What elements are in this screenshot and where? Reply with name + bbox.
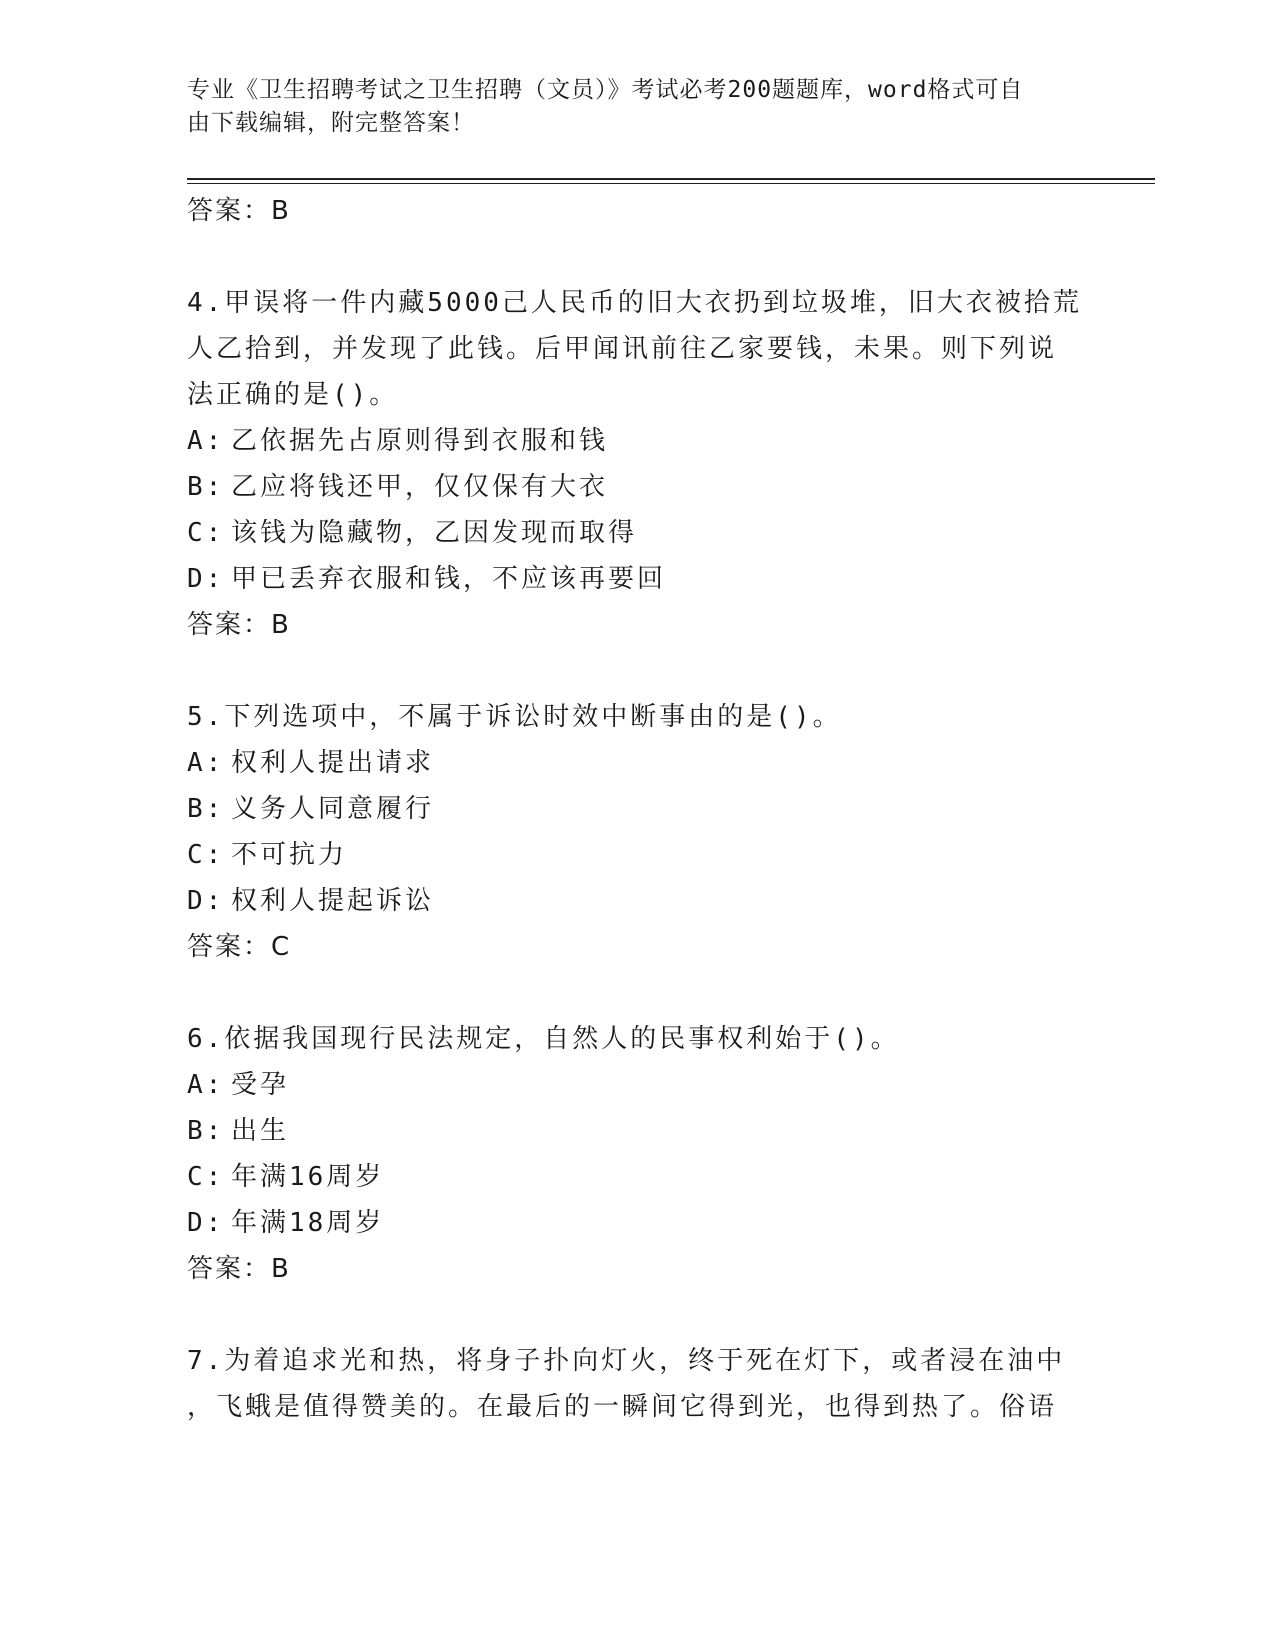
- question-stem-line: 5.下列选项中，不属于诉讼时效中断事由的是()。: [187, 702, 842, 732]
- header-rule-thin: [187, 183, 1155, 184]
- question-4: [187, 280, 1087, 648]
- question-stem-line: 4.甲误将一件内藏5000己人民币的旧大衣扔到垃圾堆，旧大衣被拾荒: [187, 288, 1082, 318]
- option-d: [187, 556, 1087, 602]
- question-stem-line: 6.依据我国现行民法规定，自然人的民事权利始于()。: [187, 1024, 900, 1054]
- answer-line: 答案：B: [187, 610, 291, 640]
- option-c: [187, 1154, 1087, 1200]
- question-stem-line: 法正确的是()。: [187, 380, 399, 410]
- question-stem-line: 人乙拾到，并发现了此钱。后甲闻讯前往乙家要钱，未果。则下列说: [187, 334, 1058, 364]
- spacer: [187, 234, 1087, 280]
- spacer: [187, 970, 1087, 1016]
- option-text: 年满18周岁: [231, 1208, 385, 1238]
- option-c: [187, 832, 1087, 878]
- option-key: D:: [187, 886, 225, 916]
- option-text: 年满16周岁: [231, 1162, 385, 1192]
- option-d: [187, 878, 1087, 924]
- option-text: 权利人提出请求: [231, 748, 435, 778]
- option-text: 受孕: [231, 1070, 290, 1100]
- option-text: 甲已丢弃衣服和钱，不应该再要回: [231, 564, 667, 594]
- header-line-2: 由下载编辑，附完整答案！: [187, 110, 475, 136]
- option-text: 出生: [231, 1116, 290, 1146]
- option-key: B:: [187, 472, 225, 502]
- option-key: A:: [187, 748, 225, 778]
- option-a: [187, 418, 1087, 464]
- option-b: [187, 1108, 1087, 1154]
- option-text: 不可抗力: [231, 840, 348, 870]
- question-5: [187, 694, 1087, 970]
- option-text: 乙应将钱还甲，仅仅保有大衣: [231, 472, 609, 502]
- option-key: D:: [187, 564, 225, 594]
- option-key: C:: [187, 518, 225, 548]
- option-key: A:: [187, 1070, 225, 1100]
- option-text: 权利人提起诉讼: [231, 886, 435, 916]
- option-b: [187, 464, 1087, 510]
- option-text: 义务人同意履行: [231, 794, 435, 824]
- option-c: [187, 510, 1087, 556]
- spacer: [187, 648, 1087, 694]
- option-key: C:: [187, 840, 225, 870]
- option-b: [187, 786, 1087, 832]
- option-key: B:: [187, 1116, 225, 1146]
- question-7: [187, 1338, 1087, 1430]
- question-stem-line: ，飞蛾是值得赞美的。在最后的一瞬间它得到光，也得到热了。俗语: [187, 1392, 1058, 1422]
- option-text: 乙依据先占原则得到衣服和钱: [231, 426, 609, 456]
- option-key: C:: [187, 1162, 225, 1192]
- option-a: [187, 740, 1087, 786]
- option-key: A:: [187, 426, 225, 456]
- question-list: [187, 188, 1087, 1430]
- answer-line: 答案：C: [187, 932, 292, 962]
- header-line-1: 专业《卫生招聘考试之卫生招聘（文员）》考试必考200题题库，word格式可自: [187, 77, 1024, 103]
- option-text: 该钱为隐藏物，乙因发现而取得: [231, 518, 638, 548]
- spacer: [187, 1292, 1087, 1338]
- document-header: [187, 74, 1067, 140]
- answer-line: 答案：B: [187, 1254, 291, 1284]
- option-d: [187, 1200, 1087, 1246]
- header-rule-thick: [187, 178, 1155, 180]
- question-6: [187, 1016, 1087, 1292]
- previous-answer: 答案：B: [187, 196, 291, 226]
- option-key: B:: [187, 794, 225, 824]
- option-a: [187, 1062, 1087, 1108]
- option-key: D:: [187, 1208, 225, 1238]
- question-stem-line: 7.为着追求光和热，将身子扑向灯火，终于死在灯下，或者浸在油中: [187, 1346, 1066, 1376]
